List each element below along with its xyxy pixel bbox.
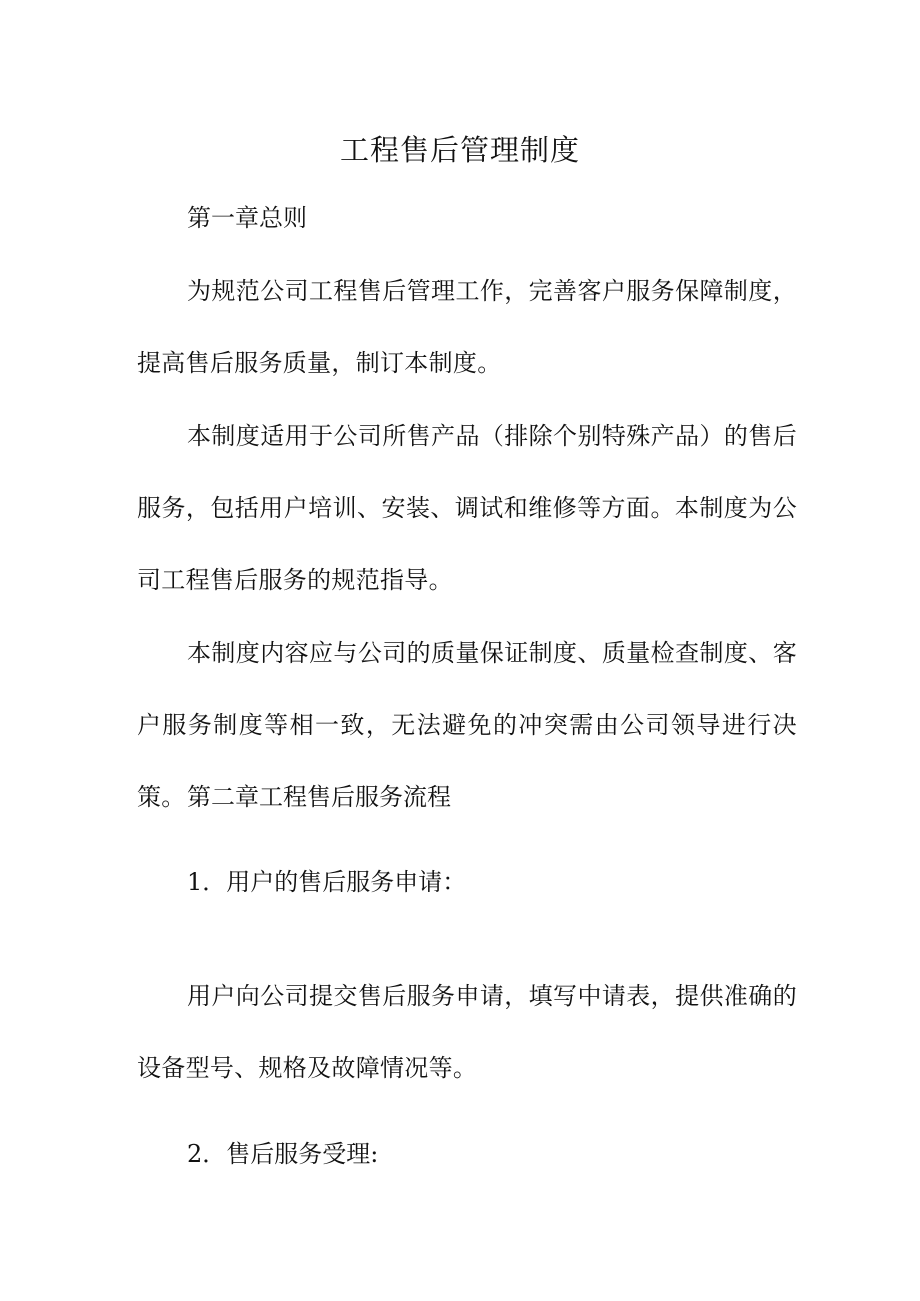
- document-title: 工程售后管理制度: [339, 133, 580, 167]
- chapter-heading-1: 第一章总则: [187, 204, 307, 232]
- list-item-2: 2．售后服务受理:: [187, 1140, 379, 1168]
- chapter-heading-2: 第二章工程售后服务流程: [187, 783, 451, 811]
- paragraph-application: 用户向公司提交售后服务申请，填写中请表，提供准确的设备型号、规格及故障情况等。: [137, 982, 797, 1082]
- paragraph-scope: 本制度适用于公司所售产品（排除个别特殊产品）的售后服务，包括用户培训、安装、调试和维修等方面。本制度为公司工程售后服务的规范指导。: [137, 422, 797, 594]
- paragraph-purpose: 为规范公司工程售后管理工作，完善客户服务保障制度，提高售后服务质量，制订本制度。: [137, 277, 797, 377]
- paragraph-consistency: 本制度内容应与公司的质量保证制度、质量检查制度、客户服务制度等相一致，无法避免的冲突需由公司领导进行决策。: [137, 639, 797, 811]
- list-item-1: 1．用户的售后服务申请：: [187, 868, 467, 896]
